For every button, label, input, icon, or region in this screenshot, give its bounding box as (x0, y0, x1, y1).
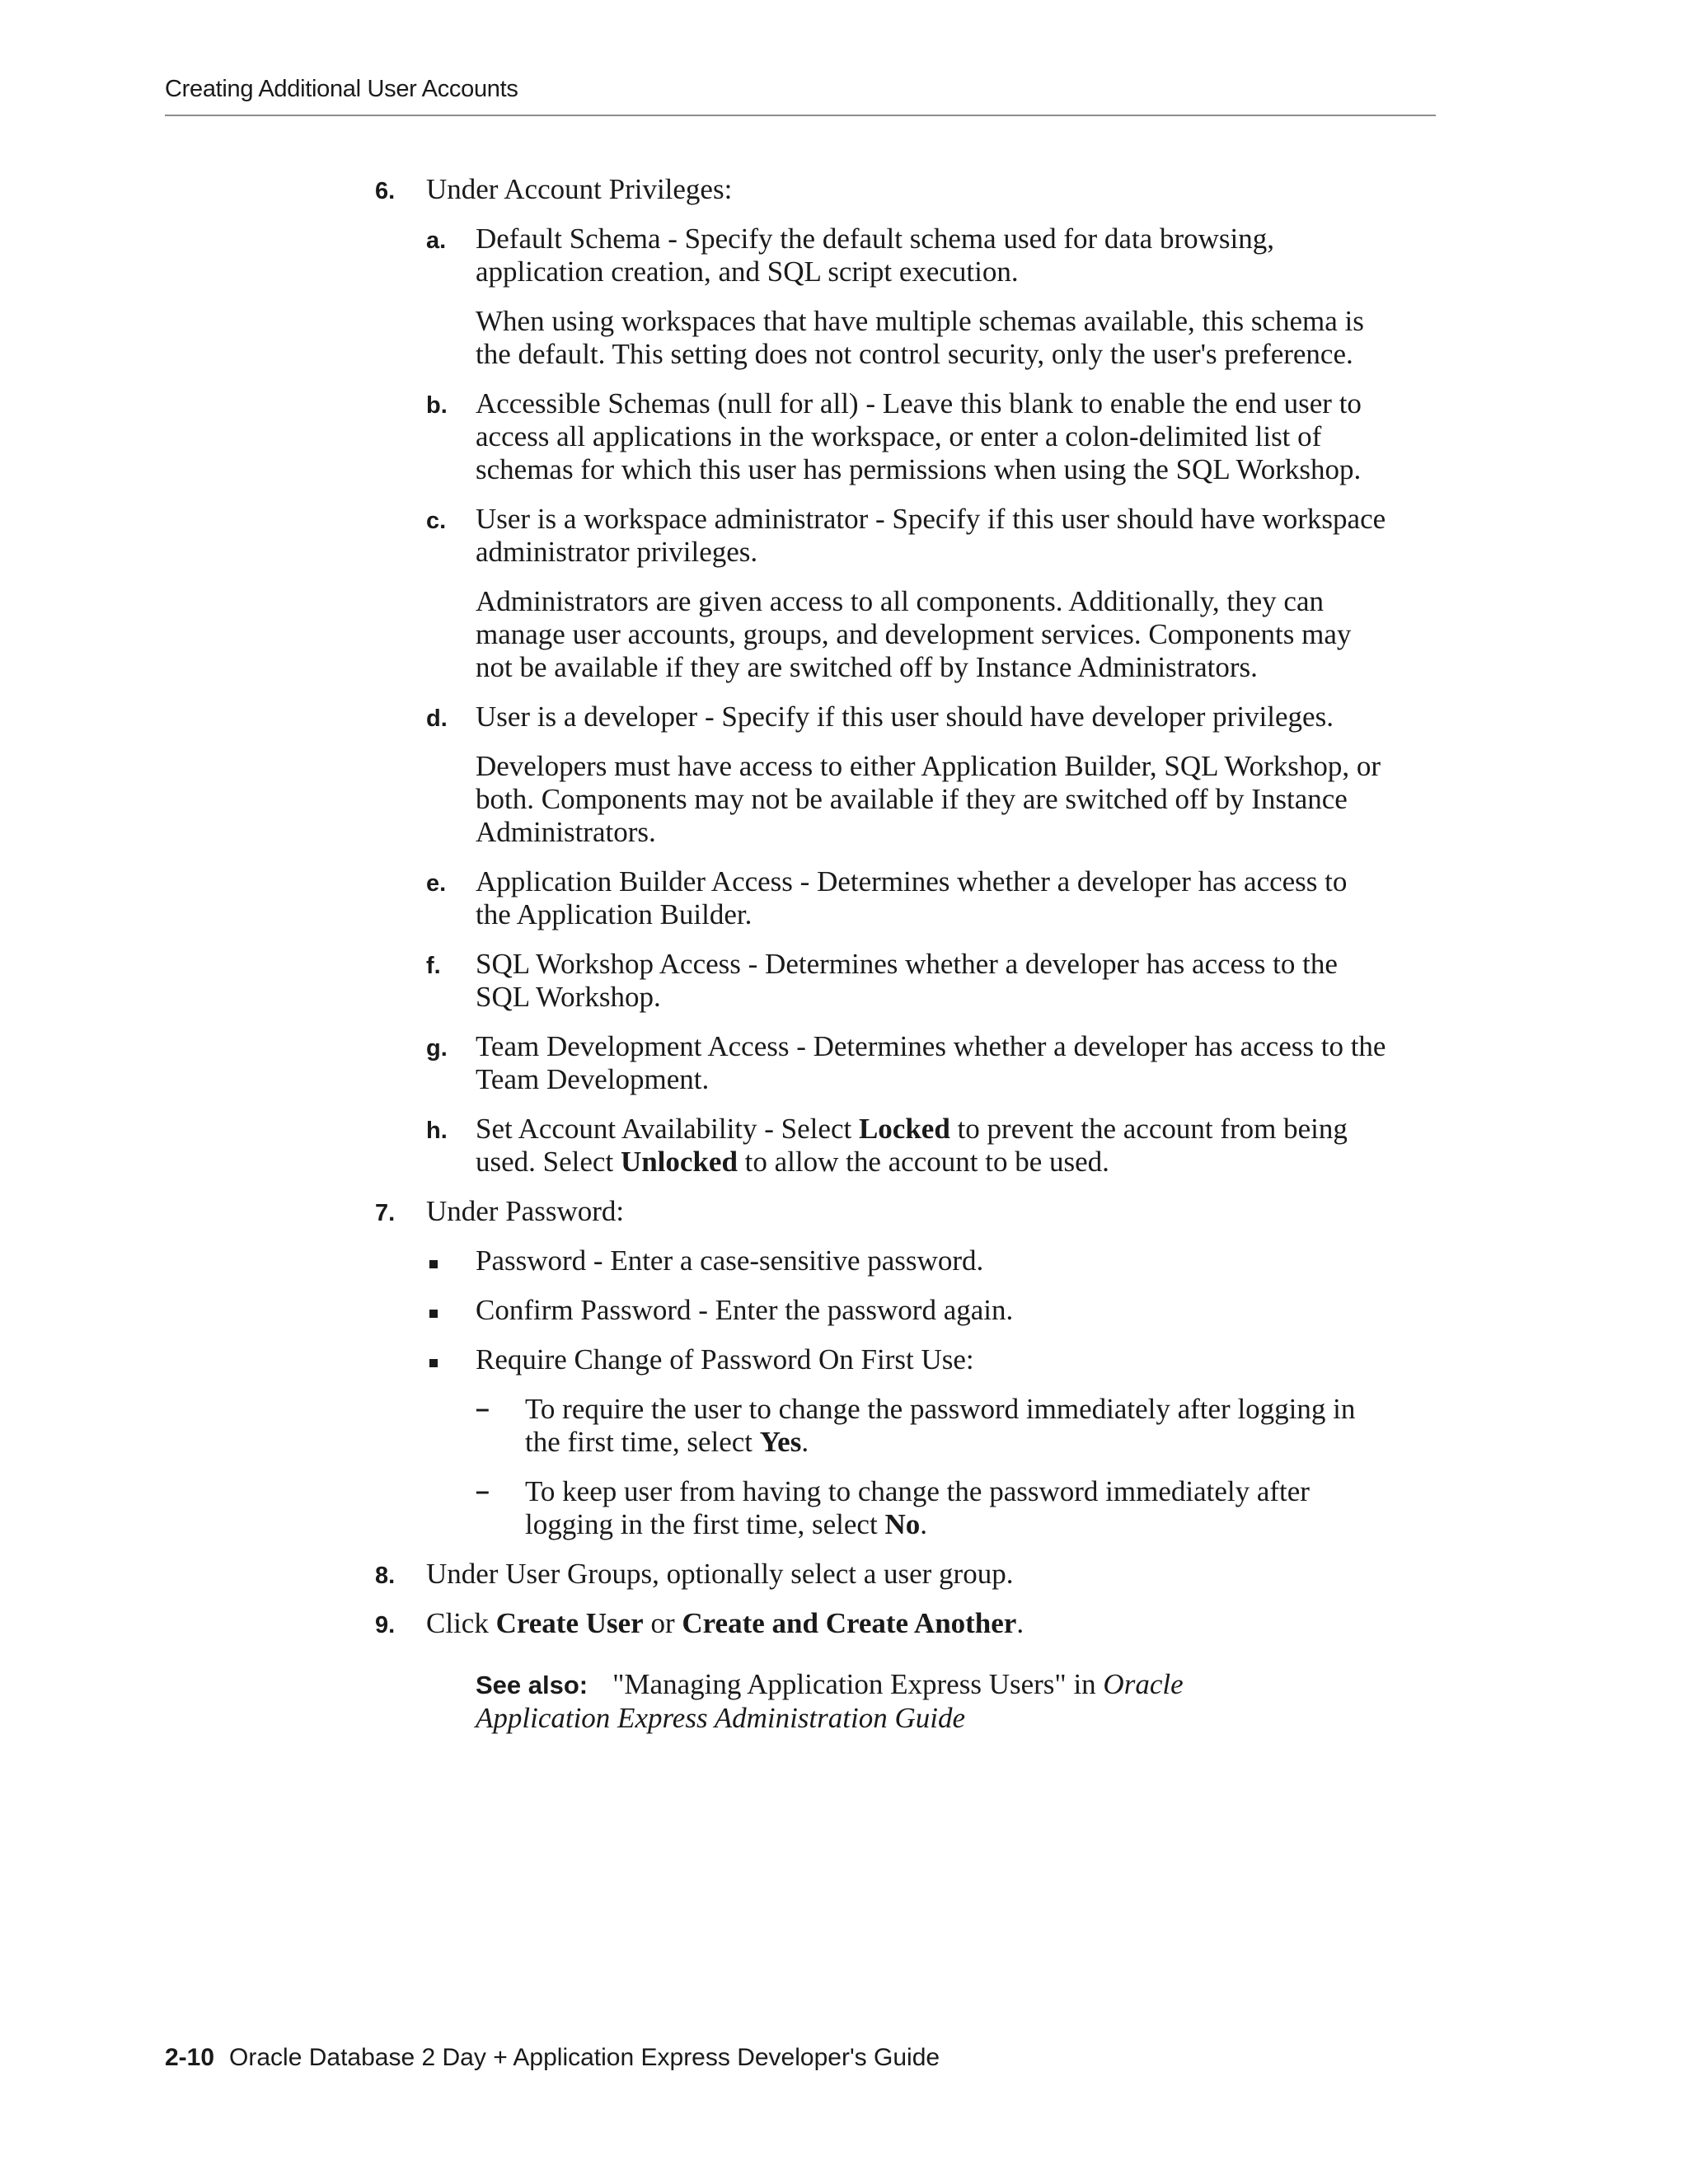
substep-letter: c. (426, 508, 447, 534)
substep-line: used. Select Unlocked to allow the account to be used. (476, 1146, 1109, 1178)
step-text: Click Create User or Create and Create Another. (426, 1607, 1025, 1639)
substep-line: Accessible Schemas (null for all) - Leave this blank to enable the end user to (476, 387, 1362, 419)
substep-line: User is a workspace administrator - Specify if this user should have workspace (476, 503, 1386, 535)
see-also-text: "Managing Application Express Users" in (612, 1668, 1104, 1700)
substep-a-note (476, 305, 1432, 371)
bullet-icon (429, 1359, 438, 1367)
substep-line: Team Development. (476, 1063, 710, 1095)
see-also-book-title: Application Express Administration Guide (476, 1702, 965, 1734)
substep-line: SQL Workshop. (476, 981, 661, 1013)
create-user-label: Create User (495, 1607, 644, 1639)
substep-letter: b. (426, 392, 448, 419)
see-also-label: See also: (476, 1671, 588, 1699)
dash-line: To keep user from having to change the password immediately after (525, 1475, 1310, 1507)
note-line: Developers must have access to either Application Builder, SQL Workshop, or (476, 750, 1381, 782)
step-text: Under User Groups, optionally select a user group. (426, 1558, 1014, 1590)
substep-line: Set Account Availability - Select Locked to prevent the account from being (476, 1113, 1348, 1145)
dash-line: logging in the first time, select No. (525, 1508, 927, 1540)
note-line: When using workspaces that have multiple schemas available, this schema is (476, 305, 1364, 337)
yes-option: Yes (759, 1426, 802, 1458)
substep-line: SQL Workshop Access - Determines whether a developer has access to the (476, 948, 1338, 980)
step-text: Under Account Privileges: (426, 173, 733, 205)
step-number: 7. (375, 1200, 396, 1226)
note-line: not be available if they are switched off by Instance Administrators. (476, 651, 1258, 683)
unlocked-option: Unlocked (620, 1146, 738, 1178)
substep-line: access all applications in the workspace, or enter a colon-delimited list of (476, 420, 1322, 452)
substep-letter: e. (426, 870, 447, 897)
dash-icon: – (476, 1395, 490, 1422)
substep-letter: a. (426, 227, 447, 254)
step-number: 6. (375, 178, 396, 204)
step-number: 8. (375, 1563, 396, 1589)
substep-letter: g. (426, 1035, 448, 1062)
running-header: Creating Additional User Accounts (165, 76, 518, 102)
book-title: Oracle Database 2 Day + Application Express Developer's Guide (229, 2044, 940, 2071)
dash-line: the first time, select Yes. (525, 1426, 809, 1458)
substep-line: Default Schema - Specify the default schema used for data browsing, (476, 223, 1274, 255)
note-line: the default. This setting does not control security, only the user's preference. (476, 338, 1353, 370)
page-footer (165, 2044, 940, 2072)
note-line: both. Components may not be available if they are switched off by Instance (476, 783, 1348, 815)
bullet-icon (429, 1310, 438, 1318)
page-number: 2-10 (165, 2044, 215, 2071)
substep-line: Team Development Access - Determines whether a developer has access to the (476, 1030, 1386, 1062)
create-and-create-another-label: Create and Create Another (682, 1607, 1017, 1639)
locked-option: Locked (858, 1113, 950, 1145)
step-number: 9. (375, 1612, 396, 1638)
substep-line: administrator privileges. (476, 536, 758, 568)
note-line: Administrators are given access to all components. Additionally, they can (476, 585, 1324, 617)
substep-letter: f. (426, 953, 441, 979)
note-line: Administrators. (476, 816, 656, 848)
dash-icon: – (476, 1478, 490, 1505)
substep-line: User is a developer - Specify if this user should have developer privileges. (476, 701, 1334, 733)
see-also-book-title: Oracle (1103, 1668, 1184, 1700)
substep-letter: d. (426, 705, 448, 732)
substep-line: application creation, and SQL script execution. (476, 255, 1019, 288)
substep-letter: h. (426, 1118, 448, 1144)
step-text: Under Password: (426, 1195, 625, 1227)
substep-line: schemas for which this user has permissions when using the SQL Workshop. (476, 453, 1362, 485)
substep-line: Application Builder Access - Determines whether a developer has access to (476, 865, 1348, 898)
substep-line: the Application Builder. (476, 898, 753, 930)
bullet-icon (429, 1260, 438, 1268)
substep-c-note (476, 585, 1432, 684)
see-also-note (476, 1668, 1432, 1735)
no-option: No (884, 1508, 921, 1540)
header-rule (165, 115, 1436, 116)
note-line: manage user accounts, groups, and development services. Components may (476, 618, 1352, 650)
substep-d-note (476, 750, 1432, 849)
dash-line: To require the user to change the password immediately after logging in (525, 1393, 1356, 1425)
